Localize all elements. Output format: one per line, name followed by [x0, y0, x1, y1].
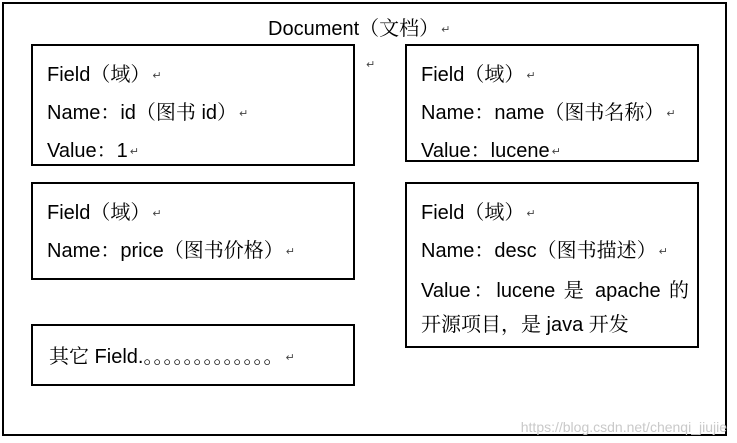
return-mark-icon: ↵: [551, 146, 561, 159]
field-box-name: [405, 44, 699, 162]
return-mark-icon: ↵: [441, 24, 451, 37]
watermark: https://blog.csdn.net/chenqi_jiujie: [520, 419, 727, 435]
field-value: [47, 134, 139, 163]
return-mark-icon: ↵: [285, 352, 295, 365]
other-fields-label: [49, 340, 295, 369]
field-value: [421, 274, 689, 342]
field-box-desc: [405, 182, 699, 348]
field-name-text: Name：price（图书价格）: [47, 240, 284, 262]
field-label: [47, 196, 162, 225]
field-label: [421, 58, 536, 87]
return-mark-icon: ↵: [152, 208, 162, 221]
field-label-text: Field（域）: [421, 202, 525, 224]
return-mark-icon: ↵: [285, 246, 295, 259]
field-name-text: Name：desc（图书描述）: [421, 240, 657, 262]
field-name-text: Name：id（图书 id）: [47, 102, 238, 124]
field-name: [47, 96, 248, 125]
return-mark-icon: ↵: [658, 246, 668, 259]
field-value: [421, 134, 561, 163]
field-name: [47, 234, 295, 263]
return-mark-icon: ↵: [152, 70, 162, 83]
field-value-text: Value：lucene 是 apache 的开源项目，是 java 开发: [421, 280, 689, 336]
field-label: [47, 58, 162, 87]
field-value-text: Value：lucene: [421, 140, 550, 162]
field-box-price: [31, 182, 355, 280]
other-fields-label-text: 其它 Field.。。。。。。。。。。。。。: [49, 346, 284, 368]
return-mark-icon: ↵: [526, 208, 536, 221]
other-fields-box: [31, 324, 355, 386]
field-name-text: Name：name（图书名称）: [421, 102, 665, 124]
return-mark-icon: ↵: [526, 70, 536, 83]
return-mark-icon: ↵: [129, 146, 140, 159]
field-value-text: Value：1: [47, 140, 128, 162]
field-label-text: Field（域）: [421, 64, 525, 86]
field-box-id: [31, 44, 355, 166]
document-title: [268, 12, 450, 41]
field-label-text: Field（域）: [47, 64, 151, 86]
document-title-text: Document（文档）: [268, 18, 440, 40]
field-name: [421, 96, 676, 125]
field-label-text: Field（域）: [47, 202, 151, 224]
return-mark-icon: ↵: [366, 59, 376, 71]
return-mark-icon: ↵: [239, 108, 249, 121]
field-label: [421, 196, 536, 225]
return-mark-icon: ↵: [666, 108, 676, 121]
field-name: [421, 234, 668, 263]
